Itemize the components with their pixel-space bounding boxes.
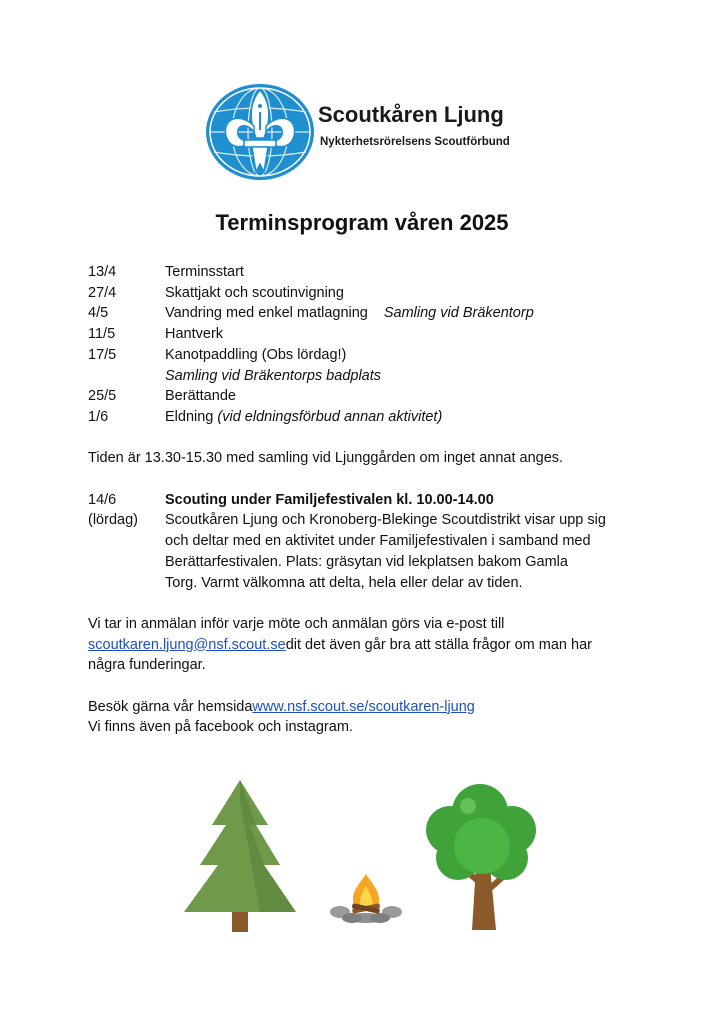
logo [204, 82, 534, 182]
schedule-row [88, 303, 648, 324]
website-link[interactable]: www.nsf.scout.se/scoutkaren-ljung [252, 698, 475, 715]
signup-line: några funderingar. [88, 657, 206, 674]
schedule-activity: Skattjakt och scoutinvigning [165, 284, 344, 301]
schedule-date: 27/4 [88, 284, 117, 301]
schedule-activity: Eldning [165, 408, 218, 425]
schedule-row [88, 407, 648, 428]
pine-tree-icon [184, 780, 296, 932]
schedule-row [88, 386, 648, 407]
schedule-activity: Terminsstart [165, 264, 244, 280]
document-body [88, 262, 648, 738]
schedule-row [88, 345, 648, 366]
schedule-activity: Vandring med enkel matlagning [165, 305, 368, 322]
signup-line: Vi tar in anmälan inför varje möte och anmälan görs via e-post till [88, 615, 505, 632]
campfire-icon [330, 874, 402, 923]
festival-day: (lördag) [88, 512, 138, 529]
page-title: Terminsprogram våren 2025 [215, 210, 509, 235]
festival-line: Torg. Varmt välkomna att delta, hela eller delar av tiden. [165, 574, 523, 591]
time-info: Tiden är 13.30-15.30 med samling vid Ljunggården om inget annat anges. [88, 450, 564, 467]
festival-block [88, 490, 648, 594]
illustrations [180, 780, 560, 940]
festival-date: 14/6 [88, 491, 117, 508]
festival-line: Berättarfestivalen. Plats: gräsytan vid lekplatsen bakom Gamla [165, 553, 568, 570]
festival-heading: Scouting under Familjefestivalen kl. 10.00-14.00 [165, 491, 494, 508]
schedule-note: Samling vid Bräkentorps badplats [165, 367, 382, 384]
schedule-activity: Kanotpaddling (Obs lördag!) [165, 346, 347, 363]
signup-info [88, 614, 648, 676]
schedule-row [88, 262, 648, 283]
schedule-list [88, 262, 648, 428]
schedule-date: 4/5 [88, 305, 109, 322]
org-name: Scoutkåren Ljung [318, 102, 504, 127]
festival-line: och deltar med en aktivitet under Familjefestivalen i samband med [165, 533, 591, 550]
schedule-note: (vid eldningsförbud annan aktivitet) [217, 408, 443, 425]
schedule-note: Samling vid Bräkentorp [383, 305, 534, 322]
schedule-date [88, 366, 165, 387]
schedule-date: 11/5 [88, 326, 116, 343]
deciduous-tree-icon [426, 784, 536, 930]
scout-emblem-icon [204, 82, 316, 182]
schedule-date: 1/6 [88, 408, 109, 425]
festival-line: Scoutkåren Ljung och Kronoberg-Blekinge Scoutdistrikt visar upp sig [165, 512, 606, 529]
email-link[interactable]: scoutkaren.ljung@nsf.scout.se [88, 636, 286, 653]
schedule-date: 13/4 [88, 264, 117, 280]
schedule-activity: Hantverk [165, 326, 224, 343]
schedule-activity: Berättande [165, 388, 236, 405]
schedule-date: 17/5 [88, 346, 117, 363]
social-info: Vi finns även på facebook och instagram. [88, 719, 353, 736]
schedule-row [88, 366, 648, 387]
schedule-row [88, 324, 648, 345]
website-prefix: Besök gärna vår hemsida [88, 698, 253, 715]
schedule-row [88, 283, 648, 304]
signup-line: dit det även går bra att ställa frågor om man har [285, 636, 592, 653]
org-subtitle: Nykterhetsrörelsens Scoutförbund [320, 136, 510, 148]
website-info [88, 697, 648, 738]
schedule-date: 25/5 [88, 388, 117, 405]
